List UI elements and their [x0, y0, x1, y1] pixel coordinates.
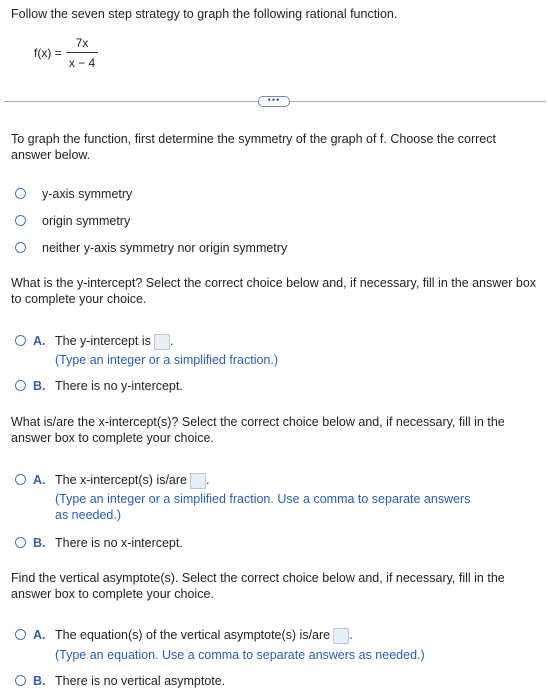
answer-hint: (Type an equation. Use a comma to separate answers as needed.) — [55, 648, 425, 662]
symmetry-question: To graph the function, first determine the symmetry of the graph of f. Choose the correct answer below. — [11, 132, 496, 162]
choice-letter: B. — [33, 674, 46, 688]
instruction-text: Follow the seven step strategy to graph the following rational function. — [11, 7, 398, 21]
radio-neither-symmetry[interactable] — [15, 242, 26, 253]
vertical-asymptote-question: Find the vertical asymptote(s). Select the correct choice below and, if necessary, fill in the answer box to complete your choice. — [11, 571, 505, 601]
radio-y-intercept-a[interactable] — [15, 335, 26, 346]
choice-text: There is no vertical asymptote. — [55, 674, 226, 688]
option-label: origin symmetry — [42, 214, 131, 228]
choice-text: There is no x-intercept. — [55, 536, 183, 550]
function-numerator: 7x — [75, 36, 89, 50]
radio-asymptote-b[interactable] — [15, 675, 26, 686]
choice-letter: B. — [33, 379, 46, 393]
x-intercept-question: What is/are the x-intercept(s)? Select the correct choice below and, if necessary, fill in the answer box to complete your choice. — [11, 415, 505, 445]
radio-x-intercept-b[interactable] — [15, 537, 26, 548]
radio-x-intercept-a[interactable] — [15, 474, 26, 485]
asymptote-answer-box[interactable] — [333, 628, 349, 644]
choice-letter: A. — [33, 334, 46, 348]
choice-a-row: The y-intercept is . — [55, 334, 174, 348]
choice-text: The equation(s) of the vertical asymptote(s) is/are — [55, 628, 331, 642]
fraction-bar — [66, 52, 98, 53]
function-denominator: x − 4 — [68, 56, 96, 70]
expand-more-button[interactable]: ••• — [258, 96, 290, 107]
option-label: neither y-axis symmetry nor origin symmetry — [42, 241, 288, 255]
choice-text: The y-intercept is — [55, 334, 151, 348]
choice-text: The x-intercept(s) is/are — [55, 473, 187, 487]
option-label: y-axis symmetry — [42, 187, 133, 201]
radio-y-intercept-b[interactable] — [15, 380, 26, 391]
radio-asymptote-a[interactable] — [15, 629, 26, 640]
y-intercept-answer-box[interactable] — [154, 334, 170, 350]
radio-y-axis-symmetry[interactable] — [15, 188, 26, 199]
radio-origin-symmetry[interactable] — [15, 215, 26, 226]
choice-a-row: The x-intercept(s) is/are . — [55, 473, 210, 487]
x-intercept-answer-box[interactable] — [190, 473, 206, 489]
function-lhs: f(x) = — [34, 46, 62, 60]
y-intercept-question: What is the y-intercept? Select the correct choice below and, if necessary, fill in the answer box to complete your choice. — [11, 276, 537, 306]
choice-text: There is no y-intercept. — [55, 379, 183, 393]
answer-hint: (Type an integer or a simplified fraction. Use a comma to separate answers — [55, 492, 471, 506]
choice-letter: A. — [33, 473, 46, 487]
choice-letter: A. — [33, 628, 46, 642]
answer-hint: (Type an integer or a simplified fraction.) — [55, 353, 279, 367]
choice-letter: B. — [33, 536, 46, 550]
choice-a-row: The equation(s) of the vertical asymptote(s) is/are . — [55, 628, 353, 642]
answer-hint: as needed.) — [55, 508, 122, 522]
